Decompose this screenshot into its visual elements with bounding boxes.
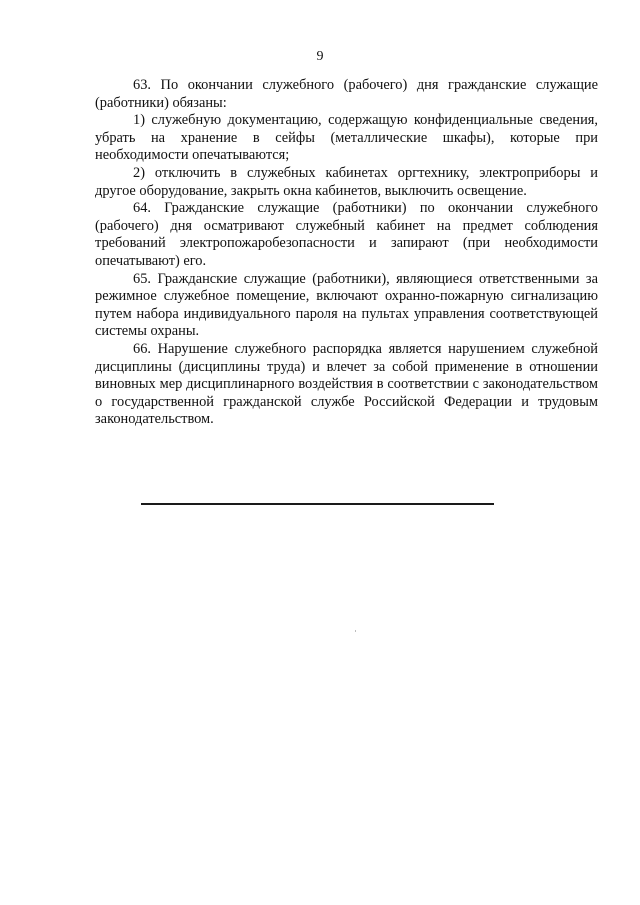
paragraph-66: 66. Нарушение служебного распорядка является нарушением служебной дисциплины (дисциплины труда) и влечет за собой применение в отношении виновных мер дисциплинарного воздействия в соответствии с законодательством о государственной гражданской службе Российской Федерации и трудовым законодательством. bbox=[95, 340, 598, 428]
paragraph-63: 63. По окончании служебного (рабочего) дня гражданские служащие (работники) обязаны: bbox=[95, 77, 598, 111]
scan-speck bbox=[355, 630, 356, 632]
page-number: 9 bbox=[316, 49, 324, 64]
paragraph-65: 65. Гражданские служащие (работники), являющиеся ответственными за режимное служебное помещение, включают охранно-пожарную сигнализацию путем набора индивидуального пароля на пультах управления соответствующей системы охраны. bbox=[95, 270, 598, 340]
document-body bbox=[95, 77, 598, 429]
paragraph-63-item-1: 1) служебную документацию, содержащую конфиденциальные сведения, убрать на хранение в сейфы (металлические шкафы), которые при необходимости опечатываются; bbox=[95, 112, 598, 164]
end-separator-line bbox=[141, 503, 494, 505]
paragraph-64: 64. Гражданские служащие (работники) по окончании служебного (рабочего) дня осматривают служебный кабинет на предмет соблюдения требований электропожаробезопасности и запирают (при необходимости опечатывают) его. bbox=[95, 200, 598, 269]
paragraph-63-item-2: 2) отключить в служебных кабинетах оргтехнику, электроприборы и другое оборудование, закрыть окна кабинетов, выключить освещение. bbox=[95, 164, 598, 199]
